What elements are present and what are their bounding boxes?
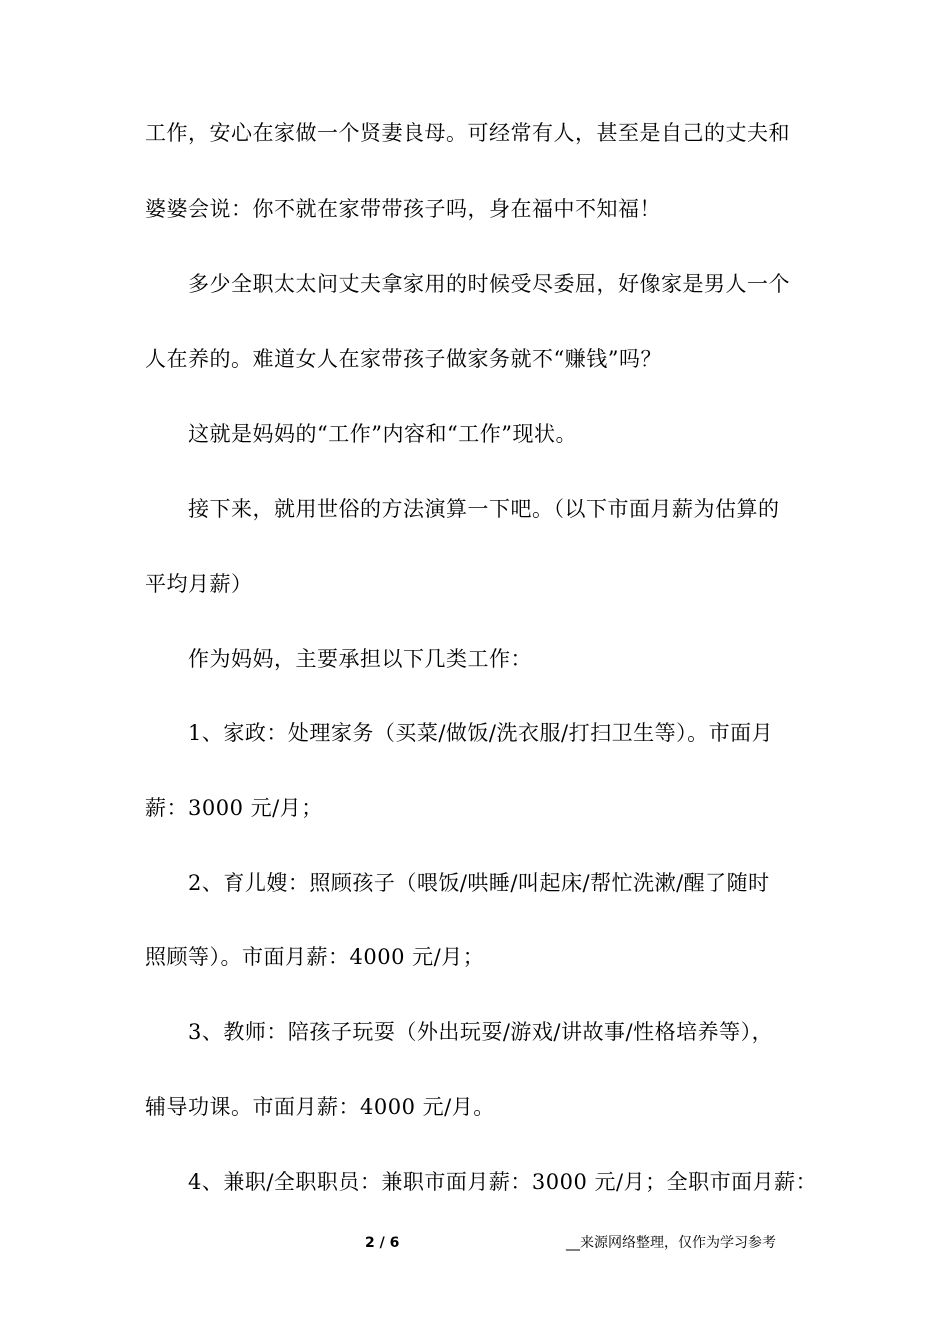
text-line: 4、兼职/全职职员：兼职市面月薪：3000 元/月；全职市面月薪： <box>188 1170 818 1194</box>
text-line: 照顾等）。市面月薪：4000 元/月； <box>145 945 485 969</box>
text-line: 接下来，就用世俗的方法演算一下吧。（以下市面月薪为估算的 <box>188 497 780 521</box>
text-line: 多少全职太太问丈夫拿家用的时候受尽委屈，好像家是男人一个 <box>188 272 790 296</box>
text-line: 这就是妈妈的“工作”内容和“工作”现状。 <box>188 422 577 446</box>
text-line: 平均月薪） <box>145 572 253 596</box>
text-line: 作为妈妈，主要承担以下几类工作： <box>188 647 532 671</box>
page-number: 2 / 6 <box>365 1235 400 1251</box>
footer-note: __来源网络整理，仅作为学习参考 <box>566 1235 776 1251</box>
text-line: 3、教师：陪孩子玩耍（外出玩耍/游戏/讲故事/性格培养等）， <box>188 1020 774 1044</box>
text-line: 1、家政：处理家务（买菜/做饭/洗衣服/打扫卫生等）。市面月 <box>188 721 774 745</box>
text-line: 2、育儿嫂：照顾孩子（喂饭/哄睡/叫起床/帮忙洗漱/醒了随时 <box>188 871 770 895</box>
text-line: 婆婆会说：你不就在家带带孩子吗，身在福中不知福！ <box>145 197 661 221</box>
text-line: 辅导功课。市面月薪：4000 元/月。 <box>145 1095 495 1119</box>
text-line: 薪：3000 元/月； <box>145 796 323 820</box>
text-line: 工作，安心在家做一个贤妻良母。可经常有人，甚至是自己的丈夫和 <box>145 121 790 145</box>
text-line: 人在养的。难道女人在家带孩子做家务就不“赚钱”吗？ <box>145 347 662 371</box>
